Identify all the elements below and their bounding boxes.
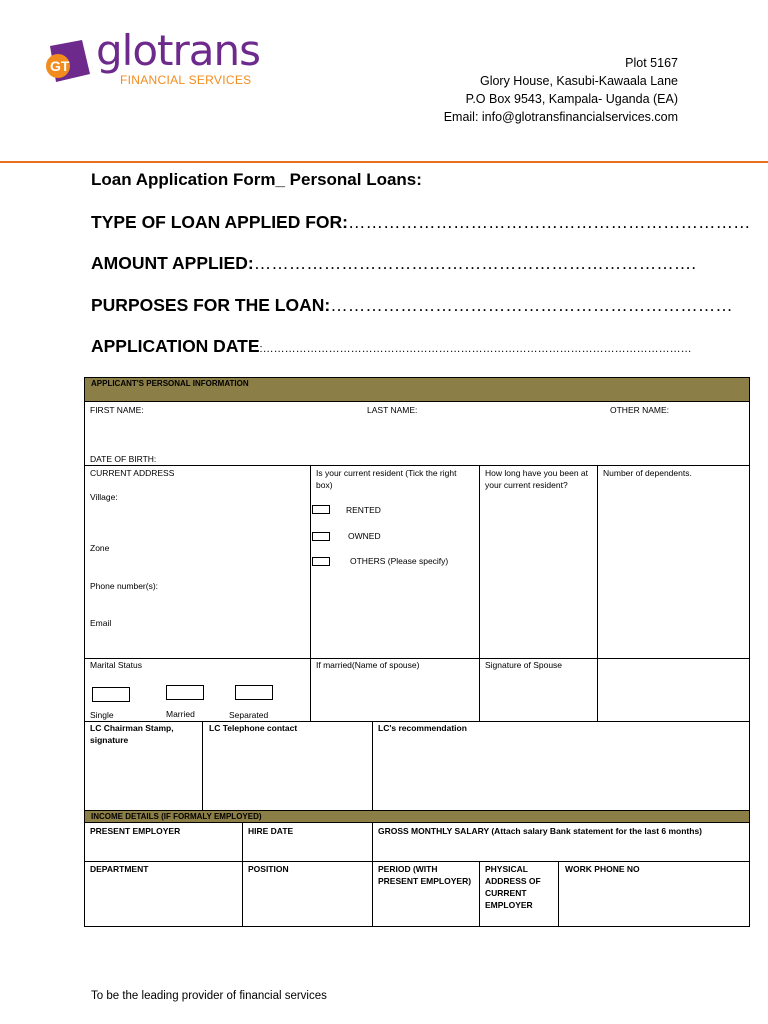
lc-telephone-label: LC Telephone contact xyxy=(209,723,298,733)
lc-recommendation-label: LC's recommendation xyxy=(378,723,467,733)
logo-brand-name: glotrans xyxy=(96,26,260,75)
col-divider xyxy=(372,721,373,810)
owned-label: OWNED xyxy=(348,531,381,541)
married-label: Married xyxy=(166,709,195,719)
spouse-signature-label: Signature of Spouse xyxy=(485,660,563,670)
col-divider xyxy=(558,861,559,927)
rented-label: RENTED xyxy=(346,505,381,515)
personal-info-header: APPLICANT'S PERSONAL INFORMATION xyxy=(84,377,750,402)
application-date-field[interactable] xyxy=(91,336,692,357)
present-employer-label: PRESENT EMPLOYER xyxy=(90,826,181,836)
loan-purpose-label: PURPOSES FOR THE LOAN: xyxy=(91,295,331,315)
phone-label: Phone number(s): xyxy=(90,581,159,591)
village-label: Village: xyxy=(90,492,118,502)
col-divider xyxy=(479,465,480,721)
col-divider xyxy=(202,721,203,810)
loan-purpose-dots: …………………………………………………………… xyxy=(330,295,733,315)
loan-type-field[interactable] xyxy=(91,212,751,233)
department-label: DEPARTMENT xyxy=(90,864,149,874)
dependents-label: Number of dependents. xyxy=(603,468,692,478)
row-divider xyxy=(84,861,750,862)
col-divider xyxy=(479,861,480,927)
loan-type-dots: …………………………………………………………… xyxy=(348,212,751,232)
applicant-form-table xyxy=(84,377,750,927)
resident-question: Is your current resident (Tick the right box) xyxy=(316,468,457,490)
company-logo-icon xyxy=(42,38,92,84)
single-label: Single xyxy=(90,710,114,720)
others-checkbox[interactable] xyxy=(312,557,330,566)
loan-purpose-field[interactable] xyxy=(91,295,733,316)
dob-label: DATE OF BIRTH: xyxy=(90,454,157,464)
application-date-label: APPLICATION DATE xyxy=(91,336,260,356)
others-label: OTHERS (Please specify) xyxy=(350,556,449,566)
first-name-label: FIRST NAME: xyxy=(90,405,144,415)
period-label: PERIOD (WITH PRESENT EMPLOYER) xyxy=(378,864,472,886)
single-box[interactable] xyxy=(92,687,130,702)
address-line: Glory House, Kasubi-Kawaala Lane xyxy=(479,74,678,88)
address-line: P.O Box 9543, Kampala- Uganda (EA) xyxy=(465,92,678,106)
logo-subtitle: FINANCIAL SERVICES xyxy=(120,73,252,87)
application-date-dots: :……………………………………………………………………………………………………… xyxy=(259,343,692,355)
address-email[interactable]: Email: info@glotransfinancialservices.com xyxy=(443,110,678,124)
how-long-question: How long have you been at your current resident? xyxy=(485,468,589,490)
lc-stamp-label: LC Chairman Stamp, signature xyxy=(90,723,174,745)
amount-applied-field[interactable] xyxy=(91,253,696,274)
separated-box[interactable] xyxy=(235,685,273,700)
row-divider xyxy=(84,465,750,466)
col-divider xyxy=(597,465,598,721)
hire-date-label: HIRE DATE xyxy=(248,826,294,836)
company-address xyxy=(444,54,678,126)
email-label: Email xyxy=(90,618,112,628)
position-label: POSITION xyxy=(248,864,289,874)
loan-type-label: TYPE OF LOAN APPLIED FOR: xyxy=(91,212,348,232)
footer-slogan: To be the leading provider of financial services xyxy=(91,990,327,1002)
form-title: Loan Application Form_ Personal Loans: xyxy=(91,170,422,189)
amount-applied-label: AMOUNT APPLIED: xyxy=(91,253,254,273)
col-divider xyxy=(310,465,311,721)
other-name-label: OTHER NAME: xyxy=(610,405,670,415)
owned-checkbox[interactable] xyxy=(312,532,330,541)
married-box[interactable] xyxy=(166,685,204,700)
income-details-header: INCOME DETAILS (IF FORMALY EMPLOYED) xyxy=(84,810,750,823)
marital-status-label: Marital Status xyxy=(90,660,142,670)
header-divider xyxy=(0,161,768,163)
last-name-label: LAST NAME: xyxy=(367,405,418,415)
spouse-name-label: If married(Name of spouse) xyxy=(316,660,420,670)
rented-checkbox[interactable] xyxy=(312,505,330,514)
amount-applied-dots: …………………………………………………………………. xyxy=(253,253,697,273)
zone-label: Zone xyxy=(90,543,110,553)
gross-salary-label: GROSS MONTHLY SALARY (Attach salary Bank statement for the last 6 months) xyxy=(378,826,703,836)
col-divider xyxy=(372,823,373,927)
current-address-label: CURRENT ADDRESS xyxy=(90,468,175,478)
col-divider xyxy=(242,823,243,927)
logo-initials: GT xyxy=(50,58,70,74)
address-line: Plot 5167 xyxy=(625,56,678,70)
physical-address-label: PHYSICAL ADDRESS OF CURRENT EMPLOYER xyxy=(485,864,541,910)
separated-label: Separated xyxy=(229,710,269,720)
work-phone-label: WORK PHONE NO xyxy=(565,864,640,874)
